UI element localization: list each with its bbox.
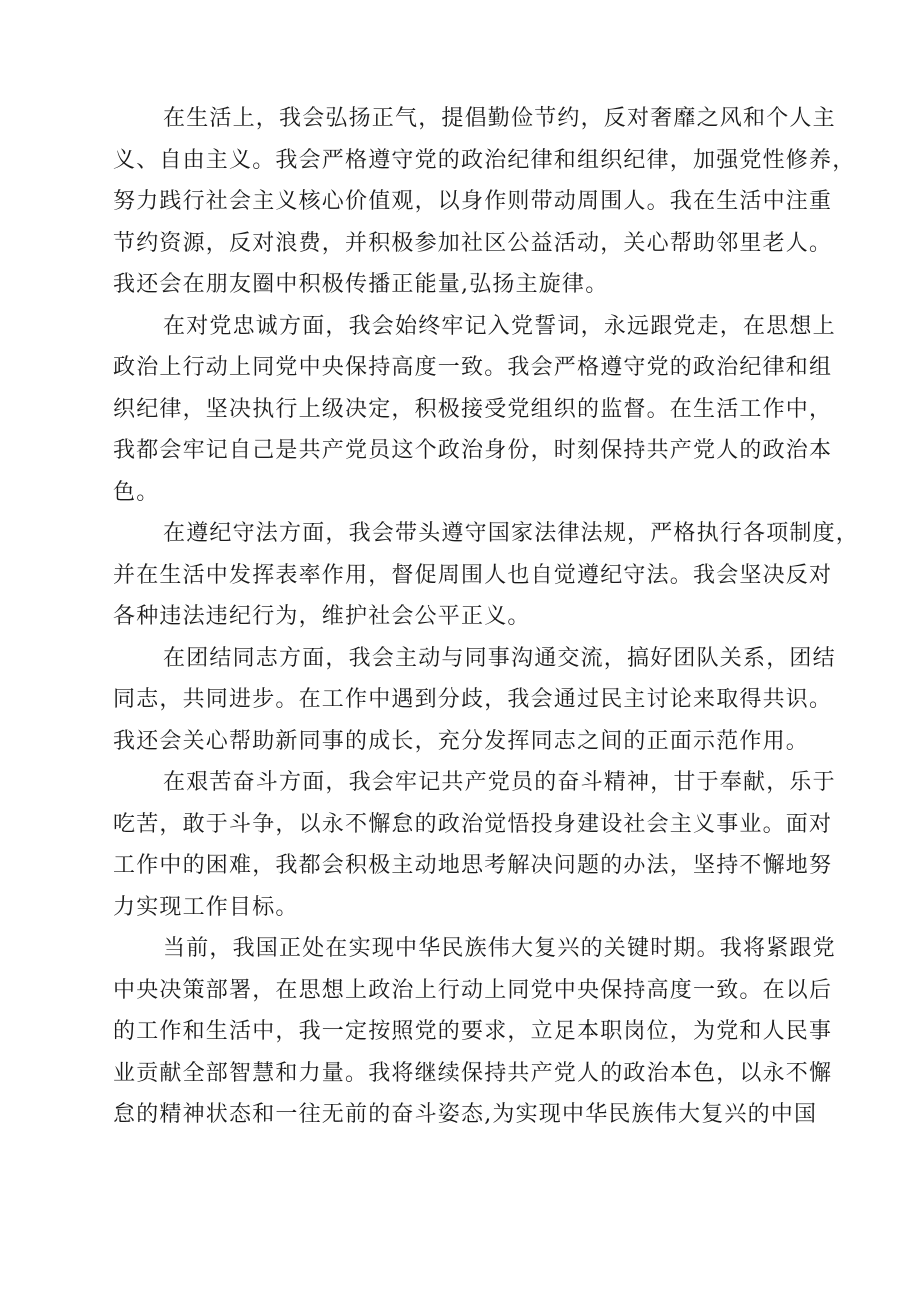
paragraph-line: 色。 — [113, 479, 160, 505]
paragraph-line: 义、自由主义。我会严格遵守党的政治纪律和组织纪律，加强党性修养， — [113, 147, 856, 173]
paragraph-line: 我还会关心帮助新同事的成长，充分发挥同志之间的正面示范作用。 — [113, 728, 810, 754]
paragraph-line: 我都会牢记自己是共产党员这个政治身份，时刻保持共产党人的政治本 — [113, 438, 833, 463]
paragraph-line: 在艰苦奋斗方面，我会牢记共产党员的奋斗精神，甘于奉献，乐于 — [163, 770, 836, 795]
paragraph-line: 并在生活中发挥表率作用，督促周围人也自觉遵纪守法。我会坚决反对 — [113, 562, 833, 588]
paragraph-line: 努力践行社会主义核心价值观，以身作则带动周围人。我在生活中注重 — [113, 189, 833, 214]
paragraph-line: 各种违法违纪行为，维护社会公平正义。 — [113, 604, 531, 629]
paragraph-line: 业贡献全部智慧和力量。我将继续保持共产党人的政治本色，以永不懈 — [113, 1060, 833, 1086]
paragraph-line: 吃苦，敢于斗争，以永不懈怠的政治觉悟投身建设社会主义事业。面对 — [113, 811, 833, 837]
paragraph-line: 织纪律，坚决执行上级决定，积极接受党组织的监督。在生活工作中， — [113, 396, 833, 422]
document-body — [113, 98, 860, 1136]
paragraph-line: 我还会在朋友圈中积极传播正能量,弘扬主旋律。 — [113, 272, 609, 297]
paragraph-line: 的工作和生活中，我一定按照党的要求，立足本职岗位，为党和人民事 — [113, 1019, 833, 1044]
paragraph-line: 力实现工作目标。 — [113, 894, 299, 920]
paragraph-line: 中央决策部署，在思想上政治上行动上同党中央保持高度一致。在以后 — [113, 977, 833, 1003]
paragraph-line: 同志，共同进步。在工作中遇到分歧，我会通过民主讨论来取得共识。 — [113, 687, 833, 712]
paragraph-line: 怠的精神状态和一往无前的奋斗姿态,为实现中华民族伟大复兴的中国 — [113, 1102, 818, 1127]
paragraph-line: 当前，我国正处在实现中华民族伟大复兴的关键时期。我将紧跟党 — [163, 936, 836, 961]
paragraph-line: 在对党忠诚方面，我会始终牢记入党誓词，永远跟党走，在思想上 — [163, 313, 836, 339]
paragraph-line: 在遵纪守法方面，我会带头遵守国家法律法规，严格执行各项制度， — [163, 521, 860, 546]
paragraph-line: 在团结同志方面，我会主动与同事沟通交流，搞好团队关系，团结 — [163, 645, 836, 671]
paragraph-line: 政治上行动上同党中央保持高度一致。我会严格遵守党的政治纪律和组 — [113, 355, 833, 380]
paragraph-line: 节约资源，反对浪费，并积极参加社区公益活动，关心帮助邻里老人。 — [113, 230, 833, 256]
paragraph-line: 工作中的困难，我都会积极主动地思考解决问题的办法，坚持不懈地努 — [113, 853, 833, 878]
paragraph-line: 在生活上，我会弘扬正气，提倡勤俭节约，反对奢靡之风和个人主 — [163, 106, 836, 131]
